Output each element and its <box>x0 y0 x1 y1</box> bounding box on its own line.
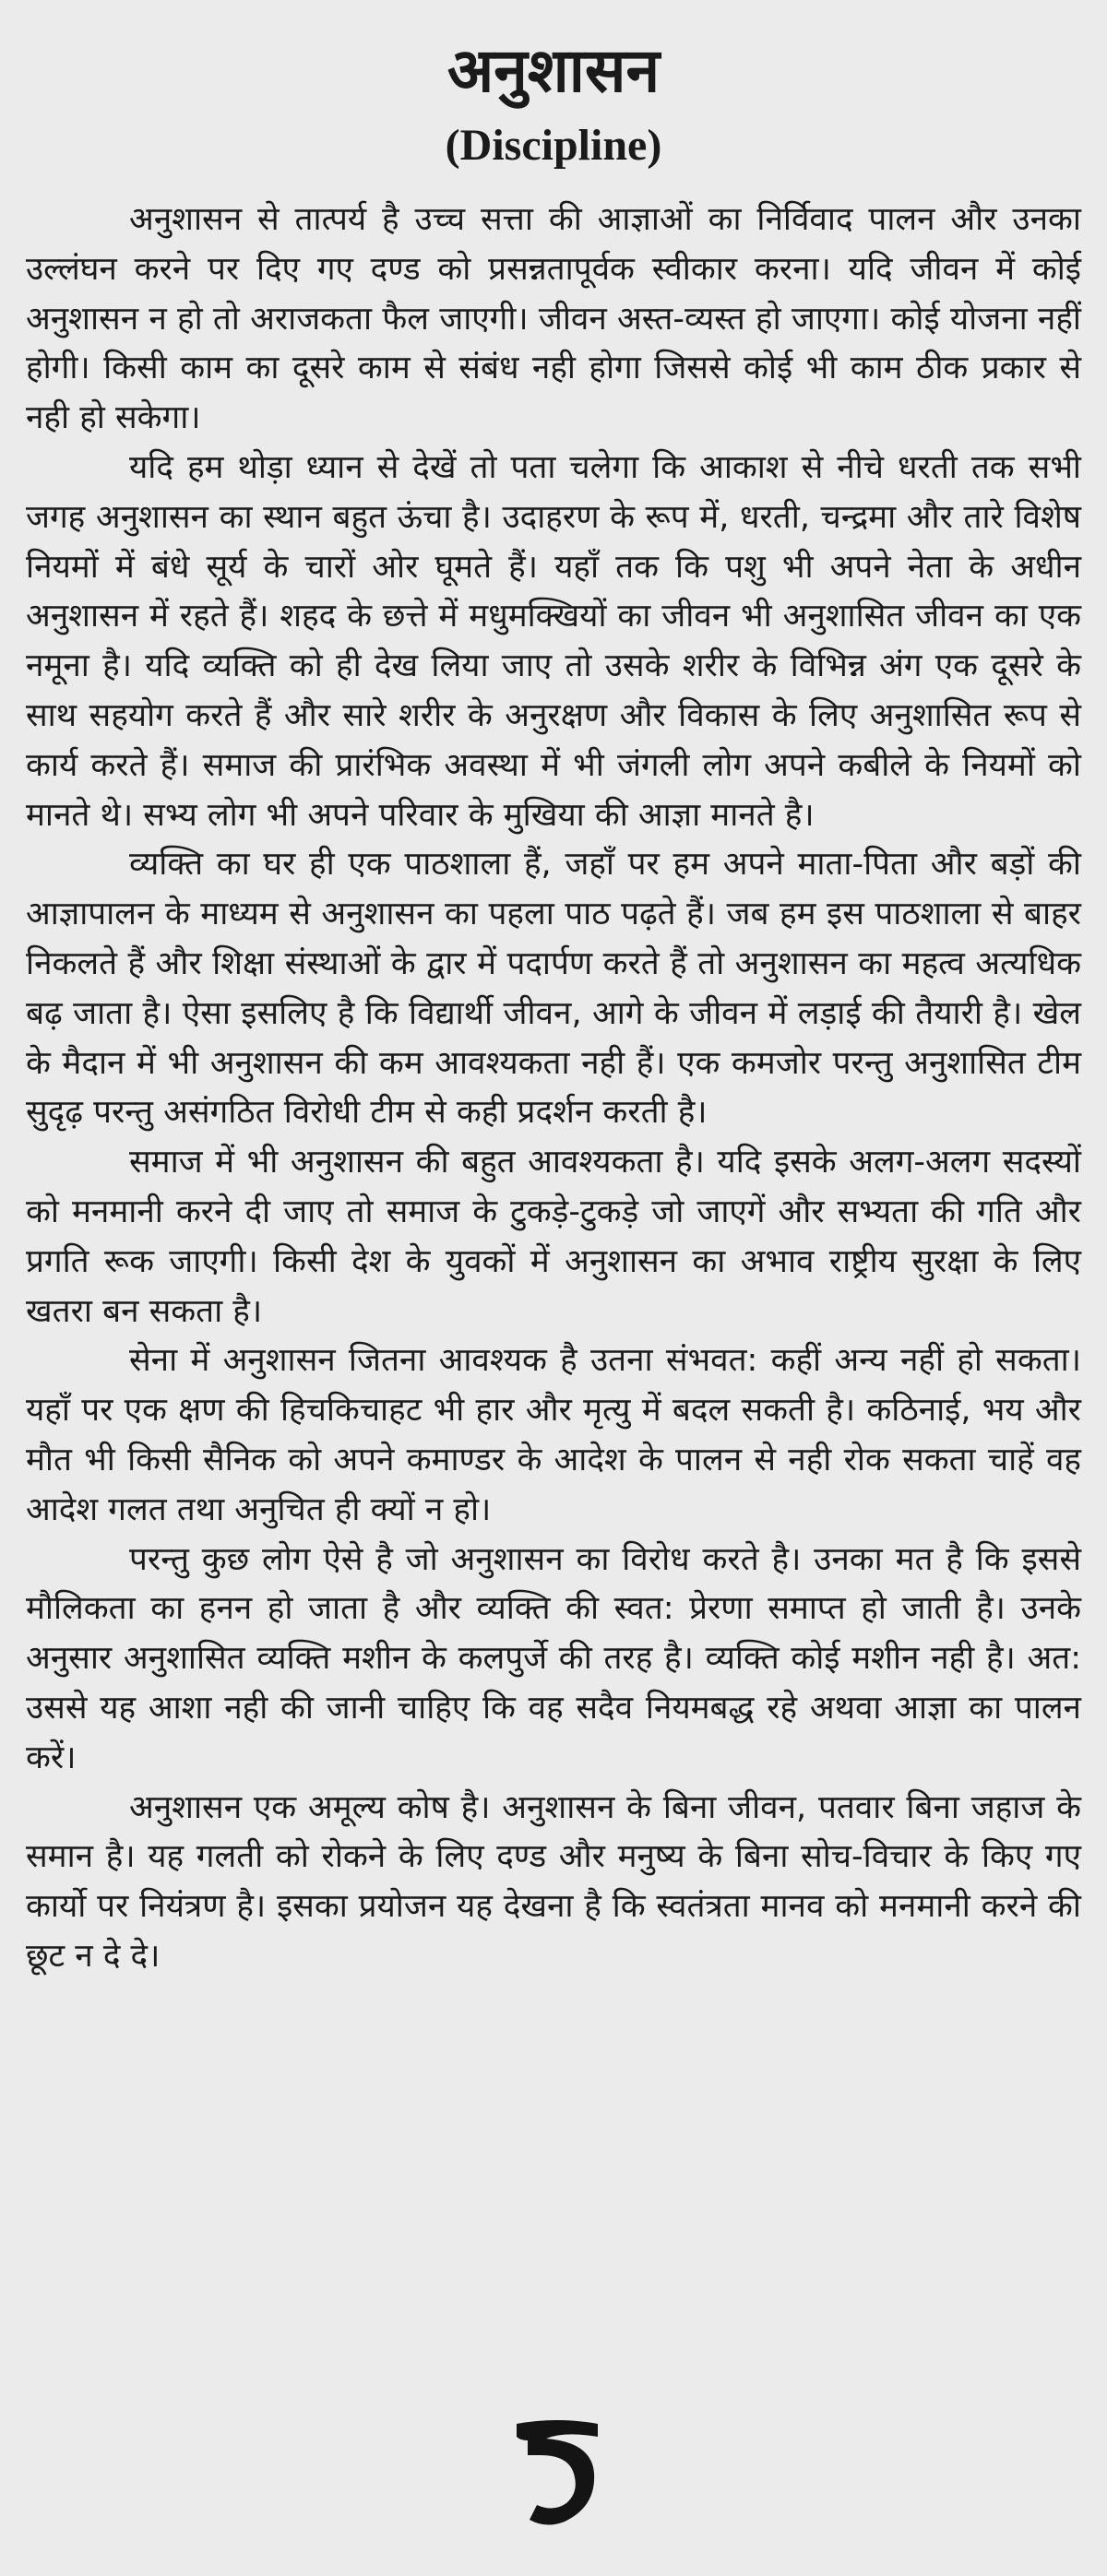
paragraph-4: समाज में भी अनुशासन की बहुत आवश्यकता है। यदि इसके अलग-अलग सदस्यों को मनमानी करने दी जाए तो समाज के टुकड़े-टुकड़े जो जाएगें और सभ्यता की गति और प्रगति रूक जाएगी। किसी देश के युवकों में अनुशासन का अभाव राष्ट्रीय सुरक्षा के लिए खतरा बन सकता है। <box>26 1144 1081 1330</box>
paragraph-7: अनुशासन एक अमूल्य कोष है। अनुशासन के बिना जीवन, पतवार बिना जहाज के समान है। यह गलती को रोकने के लिए दण्ड और मनुष्य के बिना सोच-विचार के किए गए कार्यो पर नियंत्रण है। इसका प्रयोजन यह देखना है कि स्वतंत्रता मानव को मनमानी करने की छूट न दे दे। <box>26 1788 1081 1975</box>
paragraph-2: यदि हम थोड़ा ध्यान से देखें तो पता चलेगा कि आकाश से नीचे धरती तक सभी जगह अनुशासन का स्थान बहुत ऊंचा है। उदाहरण के रूप में, धरती, चन्द्रमा और तारे विशेष नियमों में बंधे सूर्य के चारों ओर घूमते हैं। यहाँ तक कि पशु भी अपने नेता के अधीन अनुशासन में रहते हैं। शहद के छत्ते में मधुमक्खियों का जीवन भी अनुशासित जीवन का एक नमूना है। यदि व्यक्ति को ही देख लिया जाए तो उसके शरीर के विभिन्न अंग एक दूसरे के साथ सहयोग करते हैं और सारे शरीर के अनुरक्षण और विकास के लिए अनुशासित रूप से कार्य करते हैं। समाज की प्रारंभिक अवस्था में भी जंगली लोग अपने कबीले के नियमों को मानते थे। सभ्य लोग भी अपने परिवार के मुखिया की आज्ञा मानते है। <box>26 448 1081 834</box>
essay-title: अनुशासन <box>446 35 661 106</box>
paragraph-6: परन्तु कुछ लोग ऐसे है जो अनुशासन का विरोध करते है। उनका मत है कि इससे मौलिकता का हनन हो जाता है और व्यक्ति की स्वत: प्रेरणा समाप्त हो जाती है। उनके अनुसार अनुशासित व्यक्ति मशीन के कलपुर्जे की तरह है। व्यक्ति कोई मशीन नही है। अत: उससे यह आशा नही की जानी चाहिए कि वह सदैव नियमबद्ध रहे अथवा आज्ञा का पालन करें। <box>26 1540 1081 1776</box>
paragraph-1: अनुशासन से तात्पर्य है उच्च सत्ता की आज्ञाओं का निर्विवाद पालन और उनका उल्लंघन करने पर दिए गए दण्ड को प्रसन्नतापूर्वक स्वीकार करना। यदि जीवन में कोई अनुशासन न हो तो अराजकता फैल जाएगी। जीवन अस्त-व्यस्त हो जाएगा। कोई योजना नहीं होगी। किसी काम का दूसरे काम से संबंध नही होगा जिससे कोई भी काम ठीक प्रकार से नही हो सकेगा। <box>26 201 1081 437</box>
end-ornament-icon <box>509 2415 605 2529</box>
paragraph-3: व्यक्ति का घर ही एक पाठशाला हैं, जहाँ पर हम अपने माता-पिता और बड़ों की आज्ञापालन के माध्यम से अनुशासन का पहला पाठ पढ़ते हैं। जब हम इस पाठशाला से बाहर निकलते हैं और शिक्षा संस्थाओं के द्वार में पदार्पण करते हैं तो अनुशासन का महत्व अत्यधिक बढ़ जाता है। ऐसा इसलिए है कि विद्यार्थी जीवन, आगे के जीवन में लड़ाई की तैयारी है। खेल के मैदान में भी अनुशासन की कम आवश्यकता नही हैं। एक कमजोर परन्तु अनुशासित टीम सुदृढ़ परन्तु असंगठित विरोधी टीम से कही प्रदर्शन करती है। <box>26 846 1081 1132</box>
paragraph-5: सेना में अनुशासन जितना आवश्यक है उतना संभवत: कहीं अन्य नहीं हो सकता। यहाँ पर एक क्षण की हिचकिचाहट भी हार और मृत्यु में बदल सकती है। कठिनाई, भय और मौत भी किसी सैनिक को अपने कमाण्डर के आदेश के पालन से नही रोक सकता चाहें वह आदेश गलत तथा अनुचित ही क्यों न हो। <box>26 1342 1081 1528</box>
essay-subtitle: (Discipline) <box>445 121 662 170</box>
essay-body <box>26 196 1081 1982</box>
